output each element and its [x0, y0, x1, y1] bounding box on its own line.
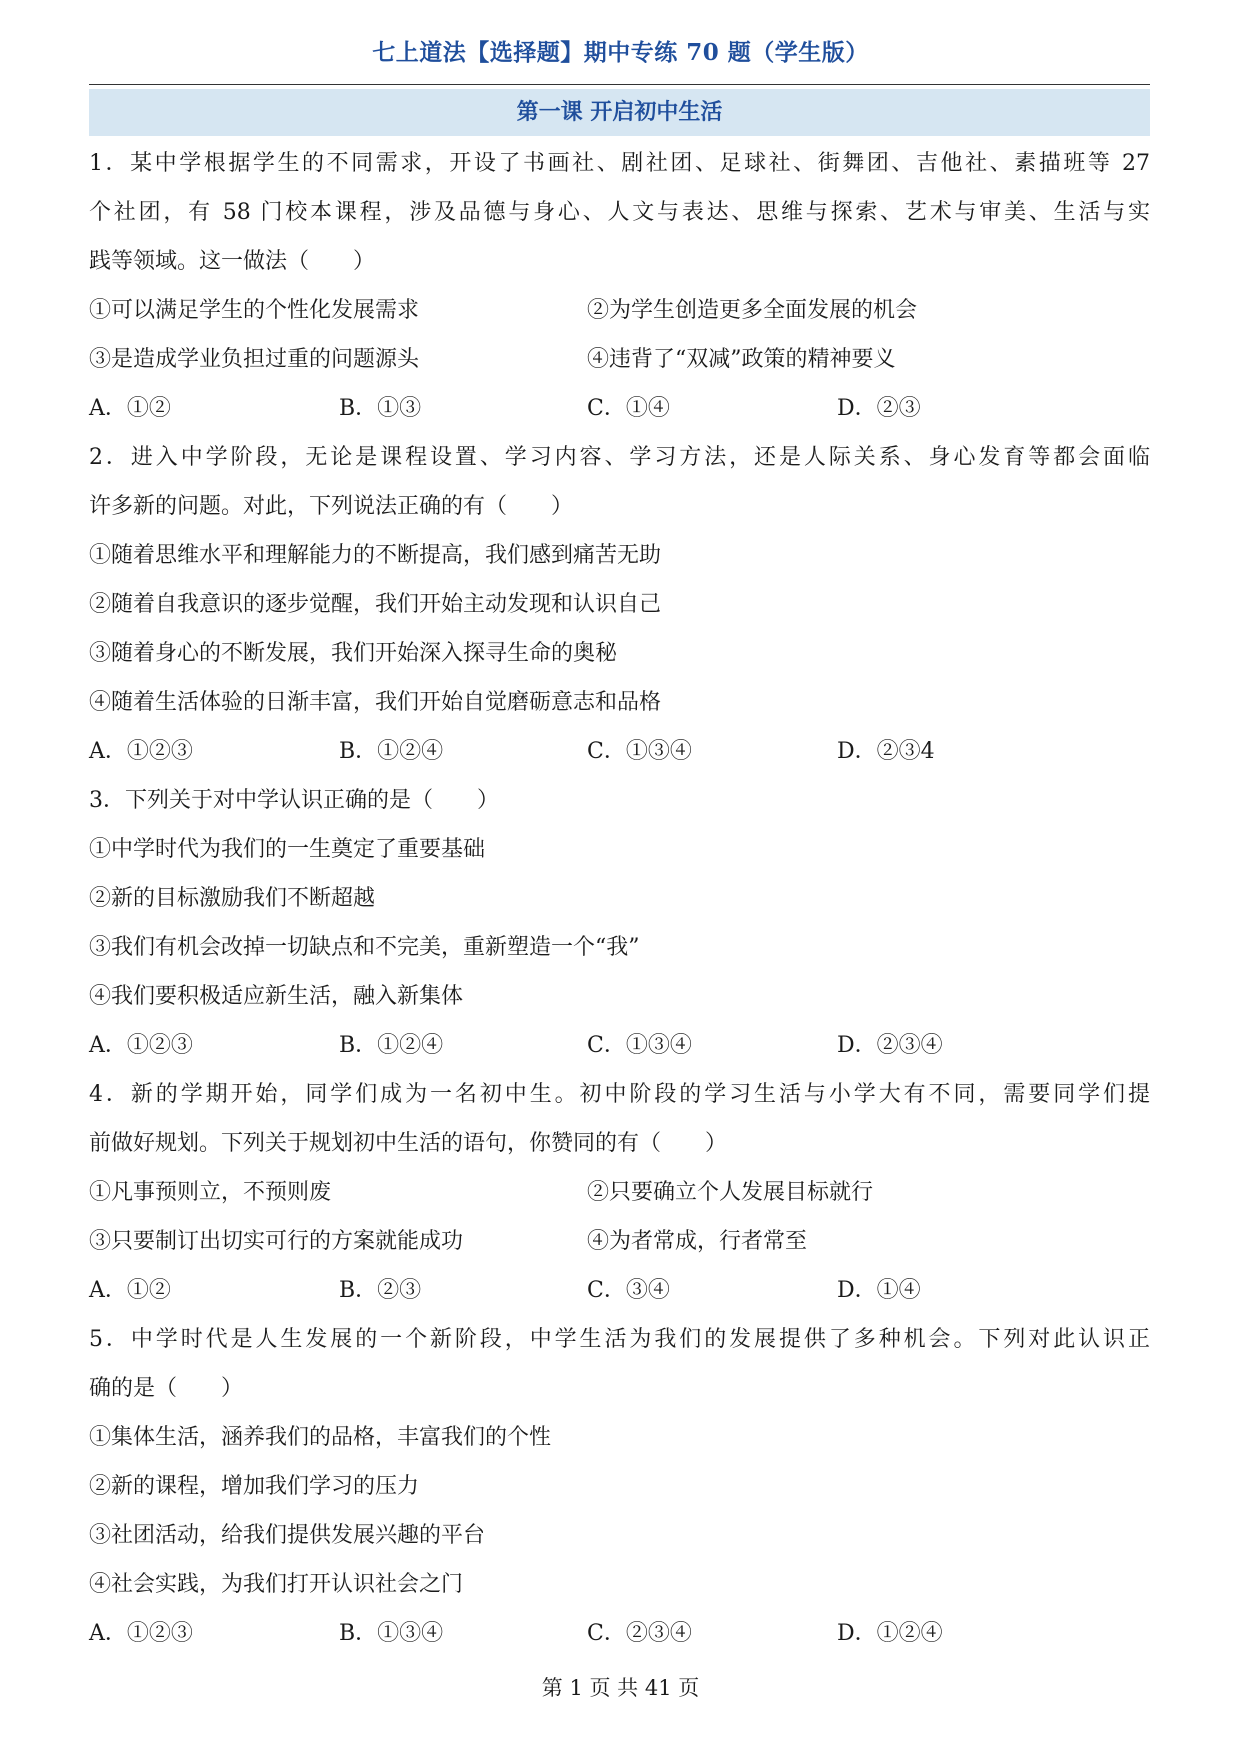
choice-b: B．①②④: [339, 739, 444, 764]
choice-a: A．①②: [89, 396, 171, 421]
answer-choices: [89, 384, 1150, 433]
document-title: 七上道法【选择题】期中专练 70 题（学生版）: [372, 39, 869, 66]
statement-2: ②新的课程，增加我们学习的压力: [89, 1474, 420, 1499]
statement-3: ③随着身心的不断发展，我们开始深入探寻生命的奥秘: [89, 641, 618, 666]
statement-row: [89, 335, 1150, 384]
question-4: [89, 1070, 1150, 1315]
choice-d: D．②③4: [837, 739, 935, 764]
choice-c: C．①④: [587, 396, 670, 421]
question-stem-line: 许多新的问题。对此，下列说法正确的有（ ）: [89, 494, 574, 519]
statement-row: [89, 1168, 1150, 1217]
statement-1: ①凡事预则立，不预则废: [89, 1180, 332, 1205]
choice-c: C．①③④: [587, 1033, 692, 1058]
statement-4: ④随着生活体验的日渐丰富，我们开始自觉磨砺意志和品格: [89, 690, 662, 715]
question-stem-line: 确的是（ ）: [89, 1376, 244, 1401]
question-stem-line: 3．下列关于对中学认识正确的是（ ）: [89, 788, 499, 813]
choice-b: B．①②④: [339, 1033, 444, 1058]
section-heading: 第一课 开启初中生活: [89, 89, 1150, 136]
question-stem-line: 4．新的学期开始，同学们成为一名初中生。初中阶段的学习生活与小学大有不同，需要同学们提: [89, 1082, 1150, 1107]
choice-a: A．①②: [89, 1278, 171, 1303]
answer-choices: [89, 1266, 1150, 1315]
page-footer: 第 1 页 共 41 页: [541, 1676, 700, 1700]
choice-a: A．①②③: [89, 1033, 193, 1058]
question-stem-line: 践等领域。这一做法（ ）: [89, 249, 376, 274]
choice-d: D．①④: [837, 1278, 921, 1303]
question-3: [89, 776, 1150, 1070]
statement-4: ④我们要积极适应新生活，融入新集体: [89, 984, 464, 1009]
statement-row: [89, 286, 1150, 335]
statement-4: ④为者常成，行者常至: [587, 1229, 808, 1254]
choice-d: D．②③: [837, 396, 921, 421]
question-stem-line: 前做好规划。下列关于规划初中生活的语句，你赞同的有（ ）: [89, 1131, 728, 1156]
statement-3: ③我们有机会改掉一切缺点和不完美，重新塑造一个“我”: [89, 935, 640, 960]
choice-b: B．①③④: [339, 1621, 444, 1646]
answer-choices: [89, 1021, 1150, 1070]
question-2: [89, 433, 1150, 776]
choice-c: C．③④: [587, 1278, 670, 1303]
question-stem-line: 个社团，有 58 门校本课程，涉及品德与身心、人文与表达、思维与探索、艺术与审美、生活与实: [89, 200, 1150, 225]
choice-b: B．①③: [339, 396, 422, 421]
statement-1: ①集体生活，涵养我们的品格，丰富我们的个性: [89, 1425, 552, 1450]
question-1: [89, 139, 1150, 433]
statement-2: ②为学生创造更多全面发展的机会: [587, 298, 918, 323]
statement-3: ③只要制订出切实可行的方案就能成功: [89, 1229, 464, 1254]
question-5: [89, 1315, 1150, 1658]
choice-a: A．①②③: [89, 739, 193, 764]
statement-2: ②新的目标激励我们不断超越: [89, 886, 376, 911]
choice-c: C．②③④: [587, 1621, 692, 1646]
statement-2: ②只要确立个人发展目标就行: [587, 1180, 874, 1205]
question-stem-line: 2．进入中学阶段，无论是课程设置、学习内容、学习方法，还是人际关系、身心发育等都会面临: [89, 445, 1150, 470]
statement-1: ①中学时代为我们的一生奠定了重要基础: [89, 837, 486, 862]
choice-d: D．①②④: [837, 1621, 943, 1646]
statement-4: ④社会实践，为我们打开认识社会之门: [89, 1572, 464, 1597]
question-stem-line: 1．某中学根据学生的不同需求，开设了书画社、剧社团、足球社、街舞团、吉他社、素描班等 27: [89, 151, 1150, 176]
answer-choices: [89, 727, 1150, 776]
statement-1: ①可以满足学生的个性化发展需求: [89, 298, 420, 323]
title-divider: [89, 84, 1150, 85]
choice-c: C．①③④: [587, 739, 692, 764]
choice-d: D．②③④: [837, 1033, 943, 1058]
statement-4: ④违背了“双减”政策的精神要义: [587, 347, 896, 372]
choice-b: B．②③: [339, 1278, 422, 1303]
statement-row: [89, 1217, 1150, 1266]
choice-a: A．①②③: [89, 1621, 193, 1646]
question-list: [89, 139, 1150, 1658]
statement-3: ③社团活动，给我们提供发展兴趣的平台: [89, 1523, 486, 1548]
statement-1: ①随着思维水平和理解能力的不断提高，我们感到痛苦无助: [89, 543, 662, 568]
statement-2: ②随着自我意识的逐步觉醒，我们开始主动发现和认识自己: [89, 592, 662, 617]
question-stem-line: 5．中学时代是人生发展的一个新阶段，中学生活为我们的发展提供了多种机会。下列对此认识正: [89, 1327, 1150, 1352]
statement-3: ③是造成学业负担过重的问题源头: [89, 347, 420, 372]
answer-choices: [89, 1609, 1150, 1658]
